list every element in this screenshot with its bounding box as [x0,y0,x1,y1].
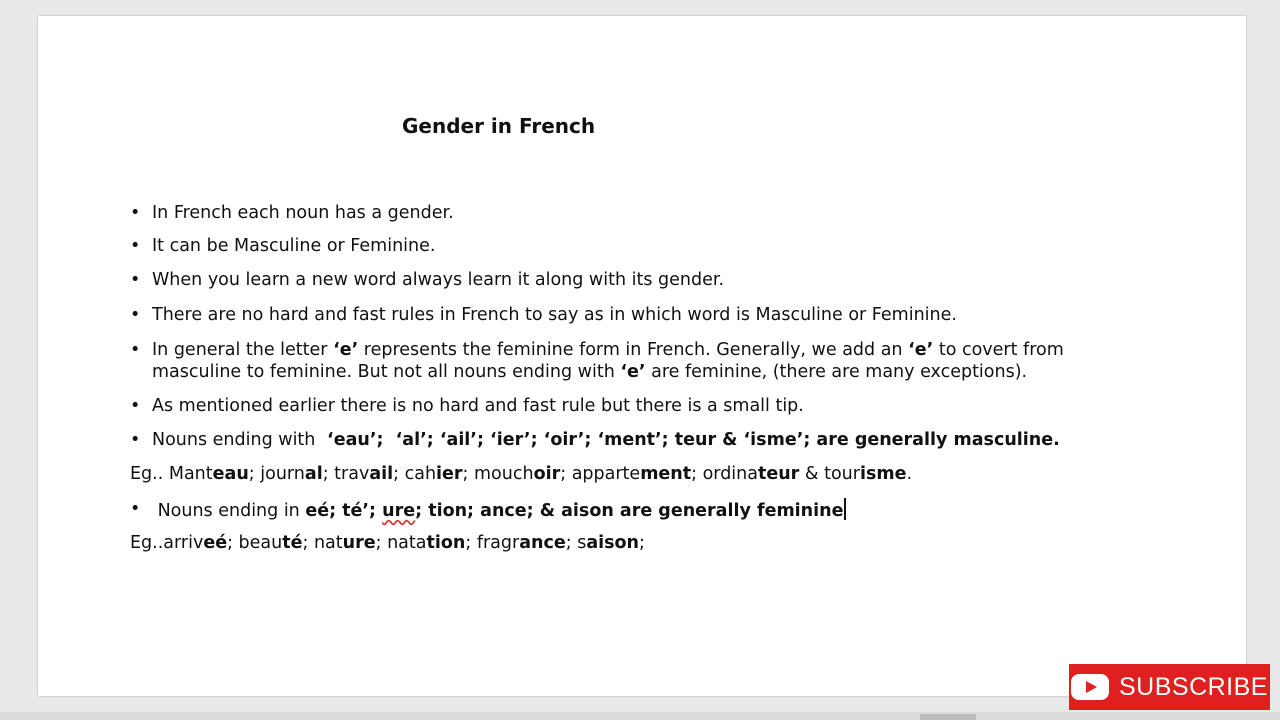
window-top-strip [0,0,1280,16]
list-item [130,339,1064,383]
list-item-text: In general the letter ‘e’ represents the feminine form in French. Generally, we add an ‘e’ to covert from [152,340,1064,360]
list-item-text-continued: masculine to feminine. But not all nouns ending with ‘e’ are feminine, (there are many exceptions). [152,362,1028,382]
list-item-text: There are no hard and fast rules in French to say as in which word is Masculine or Feminine. [152,305,957,325]
bullet-icon: • [130,430,141,450]
scrollbar-thumb[interactable] [920,714,976,720]
list-item [130,202,454,224]
bullet-icon: • [130,305,141,325]
document-page [38,16,1246,696]
list-item [130,429,1060,451]
example-line-feminine: Eg..arriveé; beauté; nature; natation; fragrance; saison; [130,533,645,553]
list-item-text: It can be Masculine or Feminine. [152,236,436,256]
bullet-icon: • [130,203,141,223]
youtube-icon [1071,674,1109,700]
bullet-icon: • [130,396,141,416]
list-item [130,304,957,326]
list-item [130,235,435,257]
list-item-text: Nouns ending in eé; té’; ure; tion; ance; & aison are generally feminine [152,501,844,521]
example-line-masculine: Eg.. Manteau; journal; travail; cahier; mouchoir; appartement; ordinateur & tourisme. [130,464,913,484]
bullet-icon: • [130,270,141,290]
subscribe-button[interactable] [1069,664,1270,710]
list-item [130,395,804,417]
list-item-text: Nouns ending with ‘eau’; ‘al’; ‘ail’; ‘ier’; ‘oir’; ‘ment’; teur & ‘isme’; are generally masculine. [152,430,1060,450]
bullet-icon: • [130,499,141,519]
list-item-text: When you learn a new word always learn it along with its gender. [152,270,725,290]
horizontal-scrollbar[interactable] [0,712,1280,720]
text-cursor [844,498,846,520]
subscribe-label: SUBSCRIBE [1119,672,1268,701]
list-item [130,498,846,522]
bullet-icon: • [130,340,141,360]
bullet-icon: • [130,236,141,256]
page-title: Gender in French [402,114,596,138]
list-item [130,269,724,291]
list-item-text: As mentioned earlier there is no hard and fast rule but there is a small tip. [152,396,804,416]
list-item-text: In French each noun has a gender. [152,203,454,223]
spellcheck-underlined-word: ure [382,501,416,521]
